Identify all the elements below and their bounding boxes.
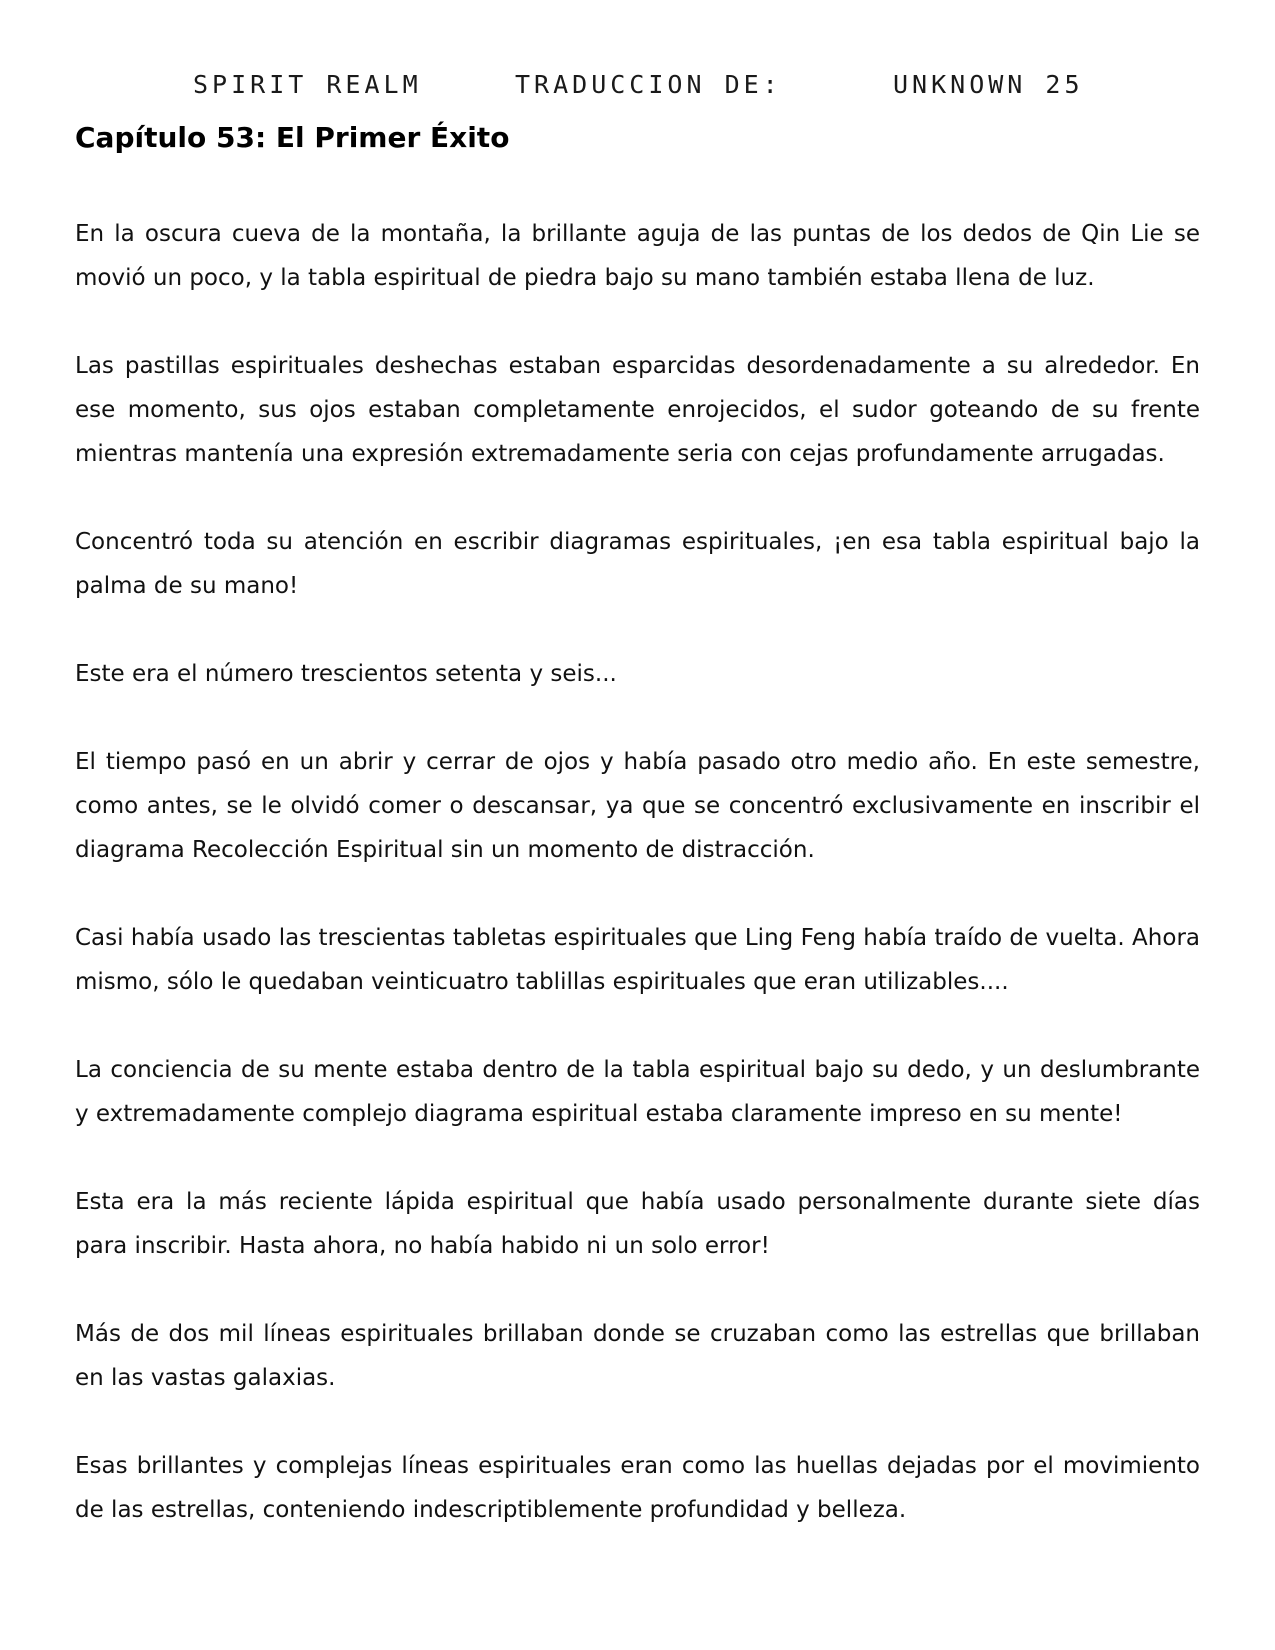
header-translator-name: UNKNOWN 25 bbox=[893, 70, 1084, 99]
paragraph-7: La conciencia de su mente estaba dentro de la tabla espiritual bajo su dedo, y un deslumbrante y extremadamente complejo diagrama espiritual estaba claramente impreso en su mente! bbox=[75, 1057, 1200, 1127]
paragraph-4: Este era el número trescientos setenta y seis... bbox=[75, 661, 617, 687]
paragraph-6: Casi había usado las trescientas tabletas espirituales que Ling Feng había traído de vuelta. Ahora mismo, sólo le quedaban veinticuatro tablillas espirituales que eran utilizables.... bbox=[75, 925, 1200, 995]
paragraph-8: Esta era la más reciente lápida espiritual que había usado personalmente durante siete días para inscribir. Hasta ahora, no había habido ni un solo error! bbox=[75, 1189, 1200, 1259]
paragraph-2: Las pastillas espirituales deshechas estaban esparcidas desordenadamente a su alrededor. En ese momento, sus ojos estaban completamente enrojecidos, el sudor goteando de su frente mientras mantenía una expresión extremadamente seria con cejas profundamente arrugadas. bbox=[75, 353, 1200, 467]
chapter-title: Capítulo 53: El Primer Éxito bbox=[75, 121, 510, 154]
paragraph-3: Concentró toda su atención en escribir diagramas espirituales, ¡en esa tabla espiritual bajo la palma de su mano! bbox=[75, 529, 1200, 599]
paragraph-9: Más de dos mil líneas espirituales brillaban donde se cruzaban como las estrellas que brillaban en las vastas galaxias. bbox=[75, 1321, 1200, 1391]
header-translation-label: TRADUCCION DE: bbox=[515, 70, 782, 99]
header-series-title: SPIRIT REALM bbox=[193, 70, 422, 99]
paragraph-10: Esas brillantes y complejas líneas espirituales eran como las huellas dejadas por el movimiento de las estrellas, conteniendo indescriptiblemente profundidad y belleza. bbox=[75, 1453, 1200, 1523]
chapter-body bbox=[75, 212, 1200, 1576]
paragraph-5: El tiempo pasó en un abrir y cerrar de ojos y había pasado otro medio año. En este semestre, como antes, se le olvidó comer o descansar, ya que se concentró exclusivamente en inscribir el diagrama Recolección Espiritual sin un momento de distracción. bbox=[75, 749, 1200, 863]
page-header bbox=[0, 70, 1275, 110]
paragraph-1: En la oscura cueva de la montaña, la brillante aguja de las puntas de los dedos de Qin Lie se movió un poco, y la tabla espiritual de piedra bajo su mano también estaba llena de luz. bbox=[75, 221, 1200, 291]
